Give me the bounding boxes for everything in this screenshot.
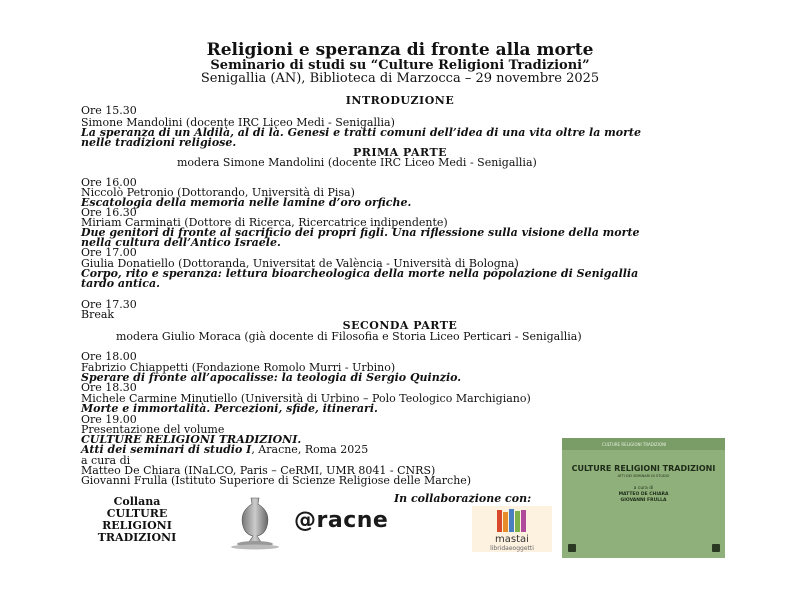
event-place-date: Senigallia (AN), Biblioteca di Marzocca – 29 novembre 2025 xyxy=(200,71,600,86)
event-subtitle: Seminario di studi su “Culture Religioni Tradizioni” xyxy=(210,58,590,73)
talk-speaker: Niccolò Petronio (Dottorando, Università di Pisa) xyxy=(81,186,355,199)
cover-author: MATTEO DE CHIARA xyxy=(618,492,669,497)
intro-speaker: Simone Mandolini (docente IRC Liceo Medi - Senigallia) xyxy=(81,116,395,129)
book-subtitle: Atti dei seminari di studio I xyxy=(81,443,252,456)
cover-topbar xyxy=(562,438,725,450)
talk-title-cont: nella cultura dell’Antico Israele. xyxy=(81,236,281,249)
vase-logo-icon xyxy=(221,492,289,550)
cover-series-icon xyxy=(712,544,720,552)
book-cover xyxy=(562,438,725,558)
part2-heading: SECONDA PARTE xyxy=(342,319,458,332)
cover-publisher-icon xyxy=(568,544,576,552)
talk-time: Ore 18.00 xyxy=(81,350,137,363)
book-title: CULTURE RELIGIONI TRADIZIONI. xyxy=(81,433,302,446)
intro-talk-line1: La speranza di un Aldilà, al di là. Genesi e tratti comuni dell’idea di una vita oltre la morte xyxy=(81,126,642,139)
mastai-sub-label: libridaeoggetti xyxy=(490,545,534,552)
talk-speaker: Fabrizio Chiappetti (Fondazione Romolo Murri - Urbino) xyxy=(81,361,396,374)
collana-line: RELIGIONI xyxy=(102,519,172,532)
collana-line: Collana xyxy=(113,495,161,508)
collaboration-label: In collaborazione con: xyxy=(394,492,532,505)
part1-heading: PRIMA PARTE xyxy=(352,146,448,159)
talk-speaker: Giulia Donatiello (Dottoranda, Universitat de València - Università di Bologna) xyxy=(81,257,519,270)
part2-moderator: modera Giulio Moraca (già docente di Filosofia e Storia Liceo Perticari - Senigallia) xyxy=(116,330,582,343)
intro-talk-line2: nelle tradizioni religiose. xyxy=(81,136,237,149)
presentation-time: Ore 19.00 xyxy=(81,413,137,426)
mastai-label: mastai xyxy=(495,534,529,545)
talk-time: Ore 17.00 xyxy=(81,246,137,259)
talk-title: Due genitori di fronte al sacrificio dei propri figli. Una riflessione sulla visione della morte xyxy=(81,226,640,239)
editor-1: Matteo De Chiara (INaLCO, Paris – CeRMI, UMR 8041 - CNRS) xyxy=(81,464,436,477)
part1-moderator: modera Simone Mandolini (docente IRC Liceo Medi - Senigallia) xyxy=(177,156,537,169)
intro-heading: INTRODUZIONE xyxy=(345,94,455,107)
collana-line: TRADIZIONI xyxy=(97,531,177,544)
editor-2: Giovanni Frulla (Istituto Superiore di Scienze Religiose delle Marche) xyxy=(81,474,472,487)
talk-title: Corpo, rito e speranza: lettura bioarcheologica della morte nella popolazione di Senigallia xyxy=(81,267,639,280)
talk-time: Ore 16.30 xyxy=(81,206,137,219)
cover-curated: a cura di xyxy=(633,486,654,491)
intro-time: Ore 15.30 xyxy=(81,104,137,117)
collana-line: CULTURE xyxy=(106,507,168,520)
event-title: Religioni e speranza di fronte alla morte xyxy=(206,40,594,60)
presentation-label: Presentazione del volume xyxy=(81,423,225,436)
talk-time: Ore 18.30 xyxy=(81,381,137,394)
cover-subtitle: ATTI DEI SEMINARI DI STUDIO xyxy=(617,474,670,478)
talk-title: Sperare di fronte all’apocalisse: la teologia di Sergio Quinzio. xyxy=(81,371,462,384)
talk-title: Escatologia della memoria nelle lamine d’oro orfiche. xyxy=(81,196,412,209)
talk-title-cont: tardo antica. xyxy=(81,277,160,290)
aracne-logo: @racne xyxy=(294,508,389,533)
talk-speaker: Michele Carmine Minutiello (Università di Urbino – Polo Teologico Marchigiano) xyxy=(81,392,531,405)
curated-label: a cura di xyxy=(81,454,131,467)
book-publisher: , Aracne, Roma 2025 xyxy=(251,443,369,456)
talk-title: Morte e immortalità. Percezioni, sfide, itinerari. xyxy=(81,402,378,415)
cover-author: GIOVANNI FRULLA xyxy=(620,498,667,503)
talk-time: Ore 16.00 xyxy=(81,176,137,189)
talk-speaker: Miriam Carminati (Dottore di Ricerca, Ricercatrice indipendente) xyxy=(81,216,448,229)
collana-block xyxy=(86,496,188,544)
cover-topline: CULTURE RELIGIONI TRADIZIONI xyxy=(602,442,667,447)
cover-title: CULTURE RELIGIONI TRADIZIONI xyxy=(571,464,716,473)
break-label: Break xyxy=(81,308,115,321)
break-time: Ore 17.30 xyxy=(81,298,137,311)
